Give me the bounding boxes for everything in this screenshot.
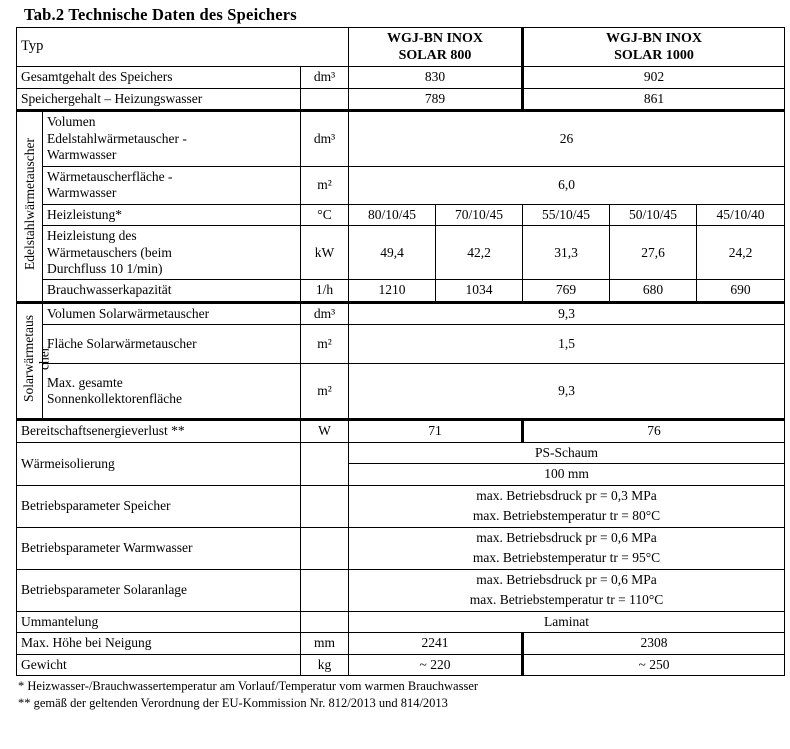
header-model-1000 — [523, 28, 785, 67]
table-row — [17, 569, 785, 590]
row-label-gesamtgehalt: Gesamtgehalt des Speichers — [17, 67, 301, 88]
table-row — [17, 302, 785, 324]
row-value-gewicht-1000: ~ 250 — [523, 654, 785, 675]
row-value-speichergehalt-1000: 861 — [523, 88, 785, 110]
row-value-bereitschaft-800: 71 — [349, 420, 523, 442]
row-label-volumen-wt-l1: Volumen — [47, 114, 96, 130]
row-label-heizleistung-kw-l1: Heizleistung des — [47, 228, 137, 244]
row-value-volumen-solar: 9,3 — [349, 302, 785, 324]
row-label-betrieb-speicher: Betriebsparameter Speicher — [17, 485, 301, 527]
row-label-volumen-wt-l2: Edelstahlwärmetauscher - — [47, 130, 187, 146]
row-unit-ummantelung — [301, 611, 349, 632]
table-row — [17, 527, 785, 548]
row-unit-betrieb-warmwasser — [301, 527, 349, 569]
row-unit-hoehe: mm — [301, 633, 349, 654]
row-label-flaeche-wt-l2: Warmwasser — [47, 185, 117, 201]
row-value-ummantelung: Laminat — [349, 611, 785, 632]
row-label-gewicht: Gewicht — [17, 654, 301, 675]
row-label-volumen-solar: Volumen Solarwärmetauscher — [43, 302, 301, 324]
row-value-brauchwasser-1: 1210 — [349, 280, 436, 302]
row-unit-betrieb-solar — [301, 569, 349, 611]
row-value-heizleistung-kw-4: 27,6 — [610, 226, 697, 280]
row-label-ummantelung: Ummantelung — [17, 611, 301, 632]
group-label-solar-text: Solarwärmetaus cher — [21, 315, 52, 403]
table-row — [17, 364, 785, 420]
row-label-heizleistung-kw-l2: Wärmetauschers (beim — [47, 244, 172, 260]
table-row — [17, 485, 785, 506]
header-model-800 — [349, 28, 523, 67]
table-row — [17, 611, 785, 632]
table-header-row — [17, 28, 785, 67]
row-label-volumen-wt — [43, 111, 301, 166]
row-unit-waermeisolierung — [301, 442, 349, 485]
row-value-heizleistung-temp-5: 45/10/40 — [697, 204, 785, 225]
row-label-max-kollektor — [43, 364, 301, 420]
header-model-800-line2: SOLAR 800 — [398, 48, 472, 64]
row-value-betrieb-solar-druck: max. Betriebsdruck pr = 0,6 MPa — [349, 569, 785, 590]
row-label-speichergehalt: Speichergehalt – Heizungswasser — [17, 88, 301, 110]
row-unit-betrieb-speicher — [301, 485, 349, 527]
row-value-brauchwasser-5: 690 — [697, 280, 785, 302]
row-unit-brauchwasser: 1/h — [301, 280, 349, 302]
row-value-flaeche-solar: 1,5 — [349, 325, 785, 364]
row-label-max-kollektor-l2: Sonnenkollektorenfläche — [47, 391, 182, 407]
row-value-gesamtgehalt-800: 830 — [349, 67, 523, 88]
row-unit-heizleistung-temp: °C — [301, 204, 349, 225]
row-unit-volumen-wt: dm³ — [301, 111, 349, 166]
row-label-bereitschaft: Bereitschaftsenergieverlust ** — [17, 420, 301, 442]
table-row — [17, 226, 785, 280]
table-row — [17, 442, 785, 463]
row-label-heizleistung-kw-l3: Durchfluss 10 1/min) — [47, 260, 163, 276]
group-label-solarwaermetauscher — [17, 302, 52, 419]
row-label-max-kollektor-l1: Max. gesamte — [47, 374, 123, 390]
row-unit-volumen-solar: dm³ — [301, 302, 349, 324]
row-unit-speichergehalt — [301, 88, 349, 110]
row-unit-max-kollektor: m² — [301, 364, 349, 420]
row-value-betrieb-warmwasser-druck: max. Betriebsdruck pr = 0,6 MPa — [349, 527, 785, 548]
row-value-bereitschaft-1000: 76 — [523, 420, 785, 442]
table-row — [17, 88, 785, 110]
table-row — [17, 633, 785, 654]
row-label-heizleistung-kw — [43, 226, 301, 280]
row-value-waermeisolierung-dicke: 100 mm — [349, 464, 785, 485]
row-value-betrieb-speicher-druck: max. Betriebsdruck pr = 0,3 MPa — [349, 485, 785, 506]
row-value-heizleistung-temp-2: 70/10/45 — [436, 204, 523, 225]
row-unit-heizleistung-kw: kW — [301, 226, 349, 280]
row-unit-gewicht: kg — [301, 654, 349, 675]
table-caption: Tab.2 Technische Daten des Speichers — [24, 5, 297, 24]
row-value-brauchwasser-3: 769 — [523, 280, 610, 302]
table-row — [17, 204, 785, 225]
table-row — [17, 166, 785, 204]
table-row — [17, 67, 785, 88]
group-label-edelstahlwaermetauscher: Edelstahlwärmetauscher — [17, 111, 43, 303]
row-unit-bereitschaft: W — [301, 420, 349, 442]
footnotes — [18, 678, 780, 712]
row-unit-flaeche-wt: m² — [301, 166, 349, 204]
row-value-heizleistung-kw-2: 42,2 — [436, 226, 523, 280]
row-label-volumen-wt-l3: Warmwasser — [47, 147, 117, 163]
header-model-1000-line1: WGJ-BN INOX — [605, 31, 703, 47]
row-unit-flaeche-solar: m² — [301, 325, 349, 364]
header-model-1000-line2: SOLAR 1000 — [614, 48, 694, 64]
table-row — [17, 420, 785, 442]
row-value-betrieb-solar-temp: max. Betriebstemperatur tr = 110°C — [349, 590, 785, 611]
row-value-max-kollektor: 9,3 — [349, 364, 785, 420]
row-value-brauchwasser-2: 1034 — [436, 280, 523, 302]
row-value-heizleistung-temp-4: 50/10/45 — [610, 204, 697, 225]
row-value-heizleistung-kw-1: 49,4 — [349, 226, 436, 280]
table-row — [17, 325, 785, 364]
row-value-heizleistung-kw-3: 31,3 — [523, 226, 610, 280]
row-label-flaeche-wt — [43, 166, 301, 204]
row-value-gesamtgehalt-1000: 902 — [523, 67, 785, 88]
row-value-hoehe-800: 2241 — [349, 633, 523, 654]
row-value-hoehe-1000: 2308 — [523, 633, 785, 654]
table-row — [17, 111, 785, 166]
technical-data-table — [16, 27, 785, 676]
row-value-flaeche-wt: 6,0 — [349, 166, 785, 204]
header-type-label: Typ — [17, 28, 349, 67]
row-value-speichergehalt-800: 789 — [349, 88, 523, 110]
row-label-hoehe: Max. Höhe bei Neigung — [17, 633, 301, 654]
row-unit-gesamtgehalt: dm³ — [301, 67, 349, 88]
table-row — [17, 280, 785, 302]
row-label-heizleistung-temp: Heizleistung* — [43, 204, 301, 225]
header-model-800-line1: WGJ-BN INOX — [386, 31, 484, 47]
row-value-betrieb-speicher-temp: max. Betriebstemperatur tr = 80°C — [349, 506, 785, 527]
row-label-flaeche-solar: Fläche Solarwärmetauscher — [43, 325, 301, 364]
row-value-gewicht-800: ~ 220 — [349, 654, 523, 675]
row-value-brauchwasser-4: 680 — [610, 280, 697, 302]
footnote-2: ** gemäß der geltenden Verordnung der EU-Kommission Nr. 812/2013 und 814/2013 — [18, 695, 448, 710]
table-row — [17, 654, 785, 675]
row-value-waermeisolierung-material: PS-Schaum — [349, 442, 785, 463]
row-value-betrieb-warmwasser-temp: max. Betriebstemperatur tr = 95°C — [349, 548, 785, 569]
row-label-betrieb-warmwasser: Betriebsparameter Warmwasser — [17, 527, 301, 569]
row-value-heizleistung-kw-5: 24,2 — [697, 226, 785, 280]
row-label-flaeche-wt-l1: Wärmetauscherfläche - — [47, 168, 173, 184]
row-label-betrieb-solar: Betriebsparameter Solaranlage — [17, 569, 301, 611]
row-value-heizleistung-temp-1: 80/10/45 — [349, 204, 436, 225]
footnote-1: * Heizwasser-/Brauchwassertemperatur am Vorlauf/Temperatur vom warmen Brauchwasser — [18, 679, 479, 694]
row-label-brauchwasser: Brauchwasserkapazität — [43, 280, 301, 302]
row-value-heizleistung-temp-3: 55/10/45 — [523, 204, 610, 225]
row-label-waermeisolierung: Wärmeisolierung — [17, 442, 301, 485]
row-value-volumen-wt: 26 — [349, 111, 785, 166]
